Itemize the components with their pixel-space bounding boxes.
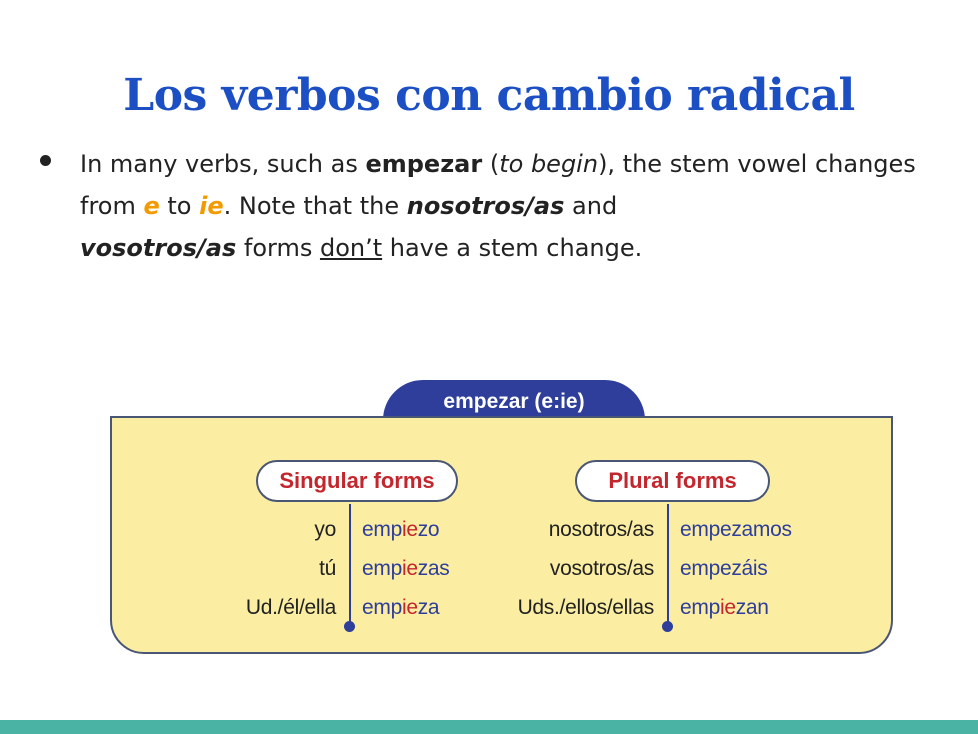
verb-part: emp xyxy=(362,596,402,619)
verb-empezar: empezar xyxy=(365,150,483,178)
text-run: have a stem change. xyxy=(382,234,643,262)
stem-change: ie xyxy=(401,518,418,541)
plural-forms-header: Plural forms xyxy=(575,460,770,502)
text-run: In many verbs, such as xyxy=(80,150,366,178)
verb-part: za xyxy=(417,596,440,619)
singular-forms-header: Singular forms xyxy=(256,460,458,502)
plural-pronouns xyxy=(472,510,654,627)
bullet-dot-icon xyxy=(40,155,51,166)
slide-title: Los verbos con cambio radical xyxy=(123,70,855,121)
plural-divider xyxy=(667,504,669,624)
vosotros-label: vosotros/as xyxy=(80,234,237,262)
plural-divider-dot-icon xyxy=(662,621,673,632)
conjugation-card xyxy=(110,416,893,654)
vowel-e: e xyxy=(143,192,160,220)
text-run: ( xyxy=(482,150,500,178)
footer-bar xyxy=(0,720,978,734)
singular-divider-dot-icon xyxy=(344,621,355,632)
verb-part: zan xyxy=(735,596,769,619)
pronoun-tu: tú xyxy=(319,557,336,580)
dont-underlined: don’t xyxy=(319,234,383,262)
verb-part: emp xyxy=(362,518,402,541)
conjugation-tab: empezar (e:ie) xyxy=(383,380,645,420)
text-run: and xyxy=(564,192,618,220)
verb-part: zas xyxy=(417,557,450,580)
pronoun-vosotros: vosotros/as xyxy=(549,557,654,580)
verb-empiezan xyxy=(680,588,840,627)
text-run: ), the stem vowel changes from xyxy=(80,150,916,220)
verb-part: emp xyxy=(680,596,720,619)
nosotros-label: nosotros/as xyxy=(406,192,565,220)
vowel-ie: ie xyxy=(199,192,224,220)
stem-change: ie xyxy=(401,557,418,580)
stem-change: ie xyxy=(401,596,418,619)
pronoun-yo: yo xyxy=(314,518,336,541)
verb-part: empezamos xyxy=(680,518,792,541)
stem-change: ie xyxy=(719,596,736,619)
verb-empezamos xyxy=(680,510,840,549)
pronoun-uds-ellos-ellas: Uds./ellos/ellas xyxy=(517,596,654,619)
verb-part: zo xyxy=(417,518,440,541)
plural-verbs xyxy=(680,510,840,627)
text-run: . Note that the xyxy=(223,192,407,220)
verb-part: emp xyxy=(362,557,402,580)
gloss-to-begin: to begin xyxy=(499,150,599,178)
pronoun-ud-el-ella: Ud./él/ella xyxy=(245,596,336,619)
singular-pronouns xyxy=(192,510,336,627)
text-run: to xyxy=(159,192,200,220)
verb-part: empezáis xyxy=(680,557,768,580)
verb-empezais xyxy=(680,549,840,588)
text-run: forms xyxy=(236,234,320,262)
singular-divider xyxy=(349,504,351,624)
bullet-paragraph xyxy=(80,143,940,269)
pronoun-nosotros: nosotros/as xyxy=(548,518,654,541)
